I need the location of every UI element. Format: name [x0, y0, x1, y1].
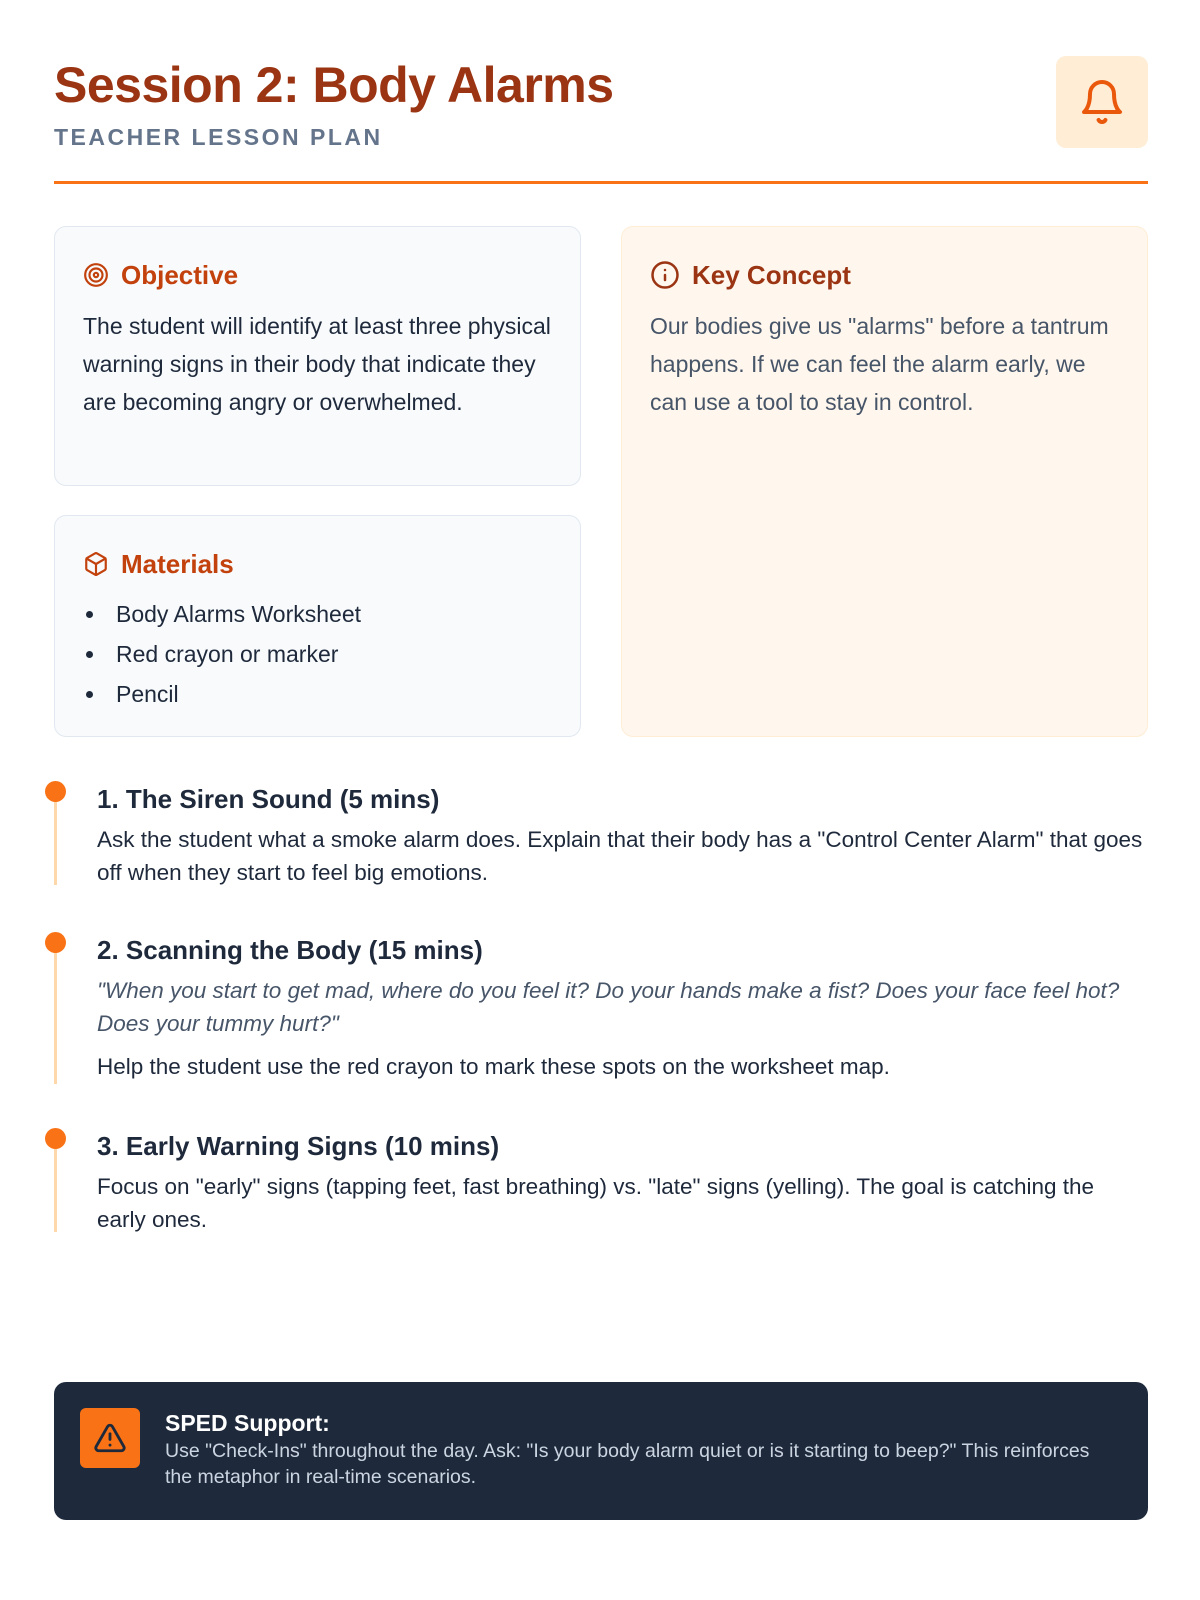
bell-icon	[1078, 78, 1126, 126]
list-item: Body Alarms Worksheet	[83, 594, 552, 634]
sped-support-banner	[54, 1382, 1148, 1520]
timeline-line	[54, 940, 57, 1084]
objective-title: Objective	[121, 259, 239, 290]
materials-title: Materials	[121, 548, 234, 579]
objective-text: The student will identify at least three physical warning signs in their body that indicate they are becoming angry or overwhelmed.	[83, 313, 551, 415]
timeline-line	[54, 1136, 57, 1232]
page-subtitle: TEACHER LESSON PLAN	[54, 124, 383, 150]
key-concept-header	[650, 257, 1119, 293]
materials-list	[83, 594, 552, 714]
list-item: Pencil	[83, 674, 552, 714]
step-title: 2. Scanning the Body (15 mins)	[97, 935, 483, 965]
target-icon	[83, 262, 109, 288]
key-concept-title: Key Concept	[692, 259, 851, 290]
timeline-dot	[45, 1128, 66, 1149]
step-quote: "When you start to get mad, where do you feel it? Do your hands make a fist? Does your face feel hot? Does your tummy hurt?"	[97, 978, 1120, 1036]
step-title: 3. Early Warning Signs (10 mins)	[97, 1131, 500, 1161]
materials-header	[83, 546, 552, 582]
page-header	[54, 56, 1148, 184]
step-item	[54, 781, 1148, 885]
warning-icon	[93, 1421, 127, 1455]
step-text: Help the student use the red crayon to mark these spots on the worksheet map.	[97, 1054, 890, 1079]
objective-header	[83, 257, 552, 293]
timeline-dot	[45, 781, 66, 802]
key-concept-text: Our bodies give us "alarms" before a tantrum happens. If we can feel the alarm early, we can use a tool to stay in control.	[650, 313, 1109, 415]
timeline-dot	[45, 932, 66, 953]
lesson-steps	[54, 781, 1148, 1232]
lesson-plan-page	[54, 56, 1148, 1556]
objective-card	[54, 226, 581, 486]
step-text: Ask the student what a smoke alarm does. Explain that their body has a "Control Center Alarm" that goes off when they start to feel big emotions.	[97, 827, 1143, 885]
key-concept-card	[621, 226, 1148, 737]
list-item: Red crayon or marker	[83, 634, 552, 674]
materials-card	[54, 515, 581, 737]
step-item	[54, 1128, 1148, 1232]
box-icon	[83, 551, 109, 577]
page-title: Session 2: Body Alarms	[54, 57, 614, 113]
warning-badge	[80, 1408, 140, 1468]
info-icon	[650, 260, 680, 290]
sped-title: SPED Support:	[165, 1410, 330, 1436]
sped-text: Use "Check-Ins" throughout the day. Ask: "Is your body alarm quiet or is it starting to beep?" This reinforces the metaphor in real-time scenarios.	[165, 1440, 1090, 1488]
step-item	[54, 932, 1148, 1084]
timeline-line	[54, 789, 57, 885]
info-cards	[54, 226, 1148, 737]
step-text: Focus on "early" signs (tapping feet, fast breathing) vs. "late" signs (yelling). The goal is catching the early ones.	[97, 1174, 1095, 1232]
bell-badge	[1056, 56, 1148, 148]
step-title: 1. The Siren Sound (5 mins)	[97, 784, 440, 814]
